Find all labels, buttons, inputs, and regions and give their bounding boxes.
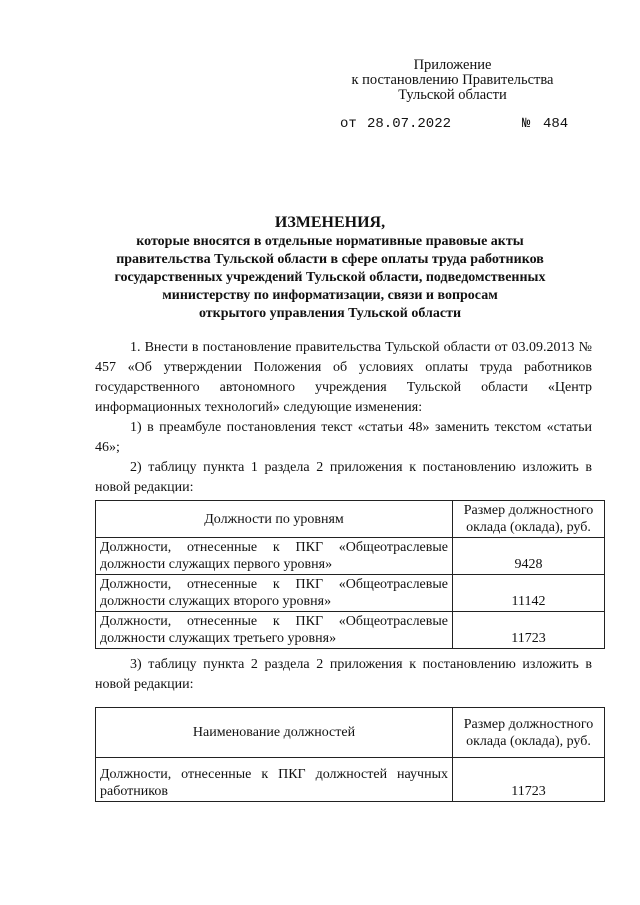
subtitle-line: государственных учреждений Тульской области, подведомственных — [114, 270, 546, 285]
appendix-line-1: Приложение — [413, 57, 492, 73]
column-header: Размер должностного оклада (оклада), руб. — [453, 501, 605, 538]
document-title: ИЗМЕНЕНИЯ, — [274, 214, 386, 231]
item-1-3-paragraph: 3) таблицу пункта 2 раздела 2 приложения к постановлению изложить в новой редакции: — [95, 657, 592, 692]
item-1-2-paragraph: 2) таблицу пункта 1 раздела 2 приложения к постановлению изложить в новой редакции: — [95, 460, 592, 495]
item-1-1-paragraph: 1) в преамбуле постановления текст «статьи 48» заменить текстом «статьи 46»; — [95, 420, 592, 455]
appendix-header — [330, 58, 575, 103]
decree-date: 28.07.2022 — [367, 116, 452, 132]
column-header: Должности по уровням — [96, 501, 453, 538]
table-row — [96, 612, 605, 649]
table-header-row — [96, 708, 605, 758]
salary-cell: 11723 — [453, 612, 605, 649]
table-row — [96, 758, 605, 802]
table-row — [96, 538, 605, 575]
salary-cell: 11723 — [453, 758, 605, 802]
item-1-paragraph: 1. Внести в постановление правительства Тульской области от 03.09.2013 № 457 «Об утверждении Положения об условиях оплаты труда работников государственного автономного учреждения Тульской области «Центр информационных технологий» следующие изменения: — [95, 340, 592, 415]
position-cell: Должности, отнесенные к ПКГ должностей научных работников — [96, 758, 453, 802]
salary-cell: 11142 — [453, 575, 605, 612]
table-header-row — [96, 501, 605, 538]
position-cell: Должности, отнесенные к ПКГ «Общеотраслевые должности служащих третьего уровня» — [96, 612, 453, 649]
from-label: от — [340, 116, 357, 132]
subtitle-line: правительства Тульской области в сфере оплаты труда работников — [116, 252, 544, 267]
number-label: № — [522, 116, 531, 132]
position-cell: Должности, отнесенные к ПКГ «Общеотраслевые должности служащих второго уровня» — [96, 575, 453, 612]
appendix-line-2: к постановлению Правительства — [351, 72, 554, 88]
document-subtitle — [70, 233, 590, 323]
table-salaries-by-level — [95, 500, 605, 649]
subtitle-line: министерству по информатизации, связи и вопросам — [162, 288, 498, 303]
appendix-line-3: Тульской области — [398, 87, 507, 103]
column-header: Наименование должностей — [96, 708, 453, 758]
table-scientific-salaries — [95, 707, 605, 802]
position-cell: Должности, отнесенные к ПКГ «Общеотраслевые должности служащих первого уровня» — [96, 538, 453, 575]
table-row — [96, 575, 605, 612]
subtitle-line: открытого управления Тульской области — [198, 306, 462, 321]
subtitle-line: которые вносятся в отдельные нормативные правовые акты — [136, 234, 524, 249]
salary-cell: 9428 — [453, 538, 605, 575]
decree-number: 484 — [543, 116, 569, 132]
column-header: Размер должностного оклада (оклада), руб. — [453, 708, 605, 758]
